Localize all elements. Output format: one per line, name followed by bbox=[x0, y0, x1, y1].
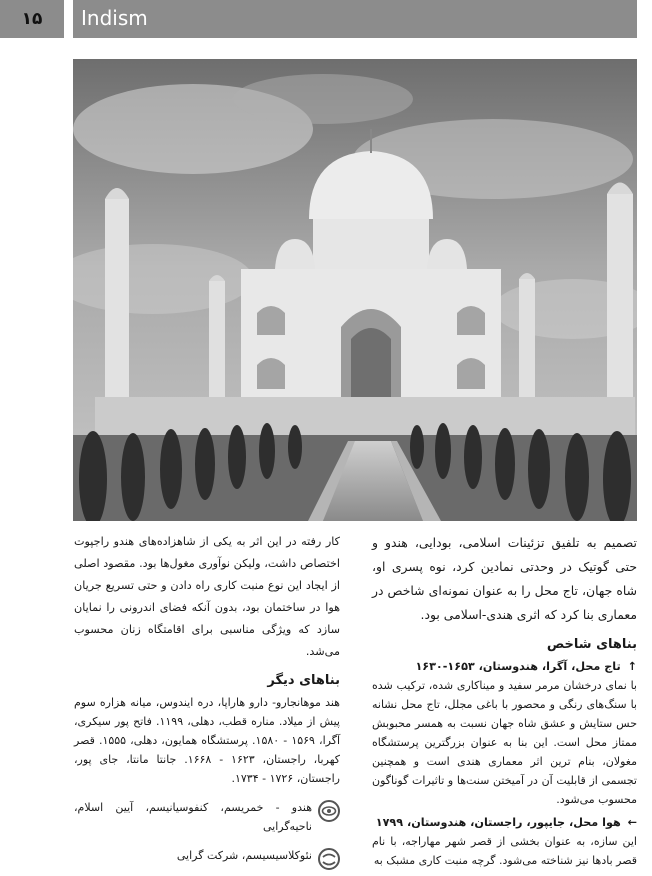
header-bar bbox=[73, 0, 637, 38]
see-also-text: نئوکلاسیسیسم، شرکت گرایی bbox=[176, 849, 312, 862]
entry-title-text: هوا محل، جایپور، راجستان، هندوستان، ۱۷۹۹ bbox=[375, 816, 621, 829]
intro-paragraph: تصمیم به تلفیق تزئینات اسلامی، بودایی، هندو و حتی گوتیک در وحدتی نمادین کرد، نوه پسری او، شاه جهان، تاج محل را به عنوان نمونه‌ای شاخص در معماری بنا کرد که اثری هندی-اسلامی بود. bbox=[372, 535, 637, 622]
entry-title bbox=[372, 657, 637, 676]
arrow-up-icon: ↑ bbox=[627, 660, 637, 673]
page-title: Indism bbox=[81, 6, 148, 30]
key-buildings-heading: بناهای شاخص bbox=[546, 637, 637, 652]
see-also-text: هندو - خمریسم، کنفوسیانیسم، آیین اسلام، ناحیه‌گرایی bbox=[74, 801, 312, 833]
eye-icon bbox=[318, 800, 340, 822]
entry-body: این سازه، به عنوان بخشی از قصر شهر مهاراجه، با نام قصر بادها نیز شناخته می‌شود. گرچه منبت کاری مشبک به bbox=[372, 835, 637, 867]
left-column bbox=[74, 531, 340, 870]
taj-mahal-photo bbox=[73, 59, 637, 521]
other-buildings-list: هند موهانجارو- دارو هاراپا، دره ایندوس، میانه هزاره سوم پیش از میلاد. مناره قطب، دهلی، ۱۱۹۹. فاتح پور سیکری، آگرا، ۱۵۶۹ - ۱۵۸۰. پرستشگاه همایون، دهلی، ۱۵۵۵. قصر کهربا، راجستان، ۱۶۲۳ - ۱۶۶۸. جانتا مانتا، جای پور، راجستان، ۱۷۲۶ - ۱۷۳۴. bbox=[74, 696, 341, 785]
entry-title bbox=[372, 813, 637, 832]
see-also-row bbox=[74, 846, 340, 870]
other-buildings-heading: بناهای دیگر bbox=[267, 673, 340, 688]
continued-paragraph: کار رفته در این اثر به یکی از شاهزاده‌های هندو راجپوت اختصاص داشت، ولیکن نوآوری مغول‌ها بود. مقصود اصلی از ایجاد این نوع منبت کاری راه دادن و حتی تسریع جریان هوا در ساختمان بود، بدون آنکه فضای اندرونی را نمایان سازد که ویژگی مناسبی برای اقامتگاه زنان محسوب می‌شد. bbox=[74, 535, 340, 658]
arrow-left-icon: ← bbox=[627, 816, 637, 829]
right-column bbox=[372, 531, 637, 874]
see-also-row bbox=[74, 798, 340, 836]
page-number: ۱۵ bbox=[0, 0, 64, 38]
entry-title-text: تاج محل، آگرا، هندوستان، ۱۶۵۳-۱۶۳۰ bbox=[415, 660, 621, 673]
circle-arrows-icon bbox=[318, 848, 340, 870]
entry-body: با نمای درخشان مرمر سفید و میناکاری شده، ترکیب شده با سنگ‌های رنگی و محصور با باغی مجلل، تاج محل نشانه حس ستایش و عشق شاه جهان نسبت به همسر محبوبش ممتاز محل است. این بنا به عنوان بزرگترین پرستشگاه مغولان، بنام ترین اثر معماری هندی است و همچنین تجسمی از قابلیت آن در آمیختن سنت‌ها و تاثیرات گوناگون محسوب می‌شود. bbox=[372, 679, 637, 806]
